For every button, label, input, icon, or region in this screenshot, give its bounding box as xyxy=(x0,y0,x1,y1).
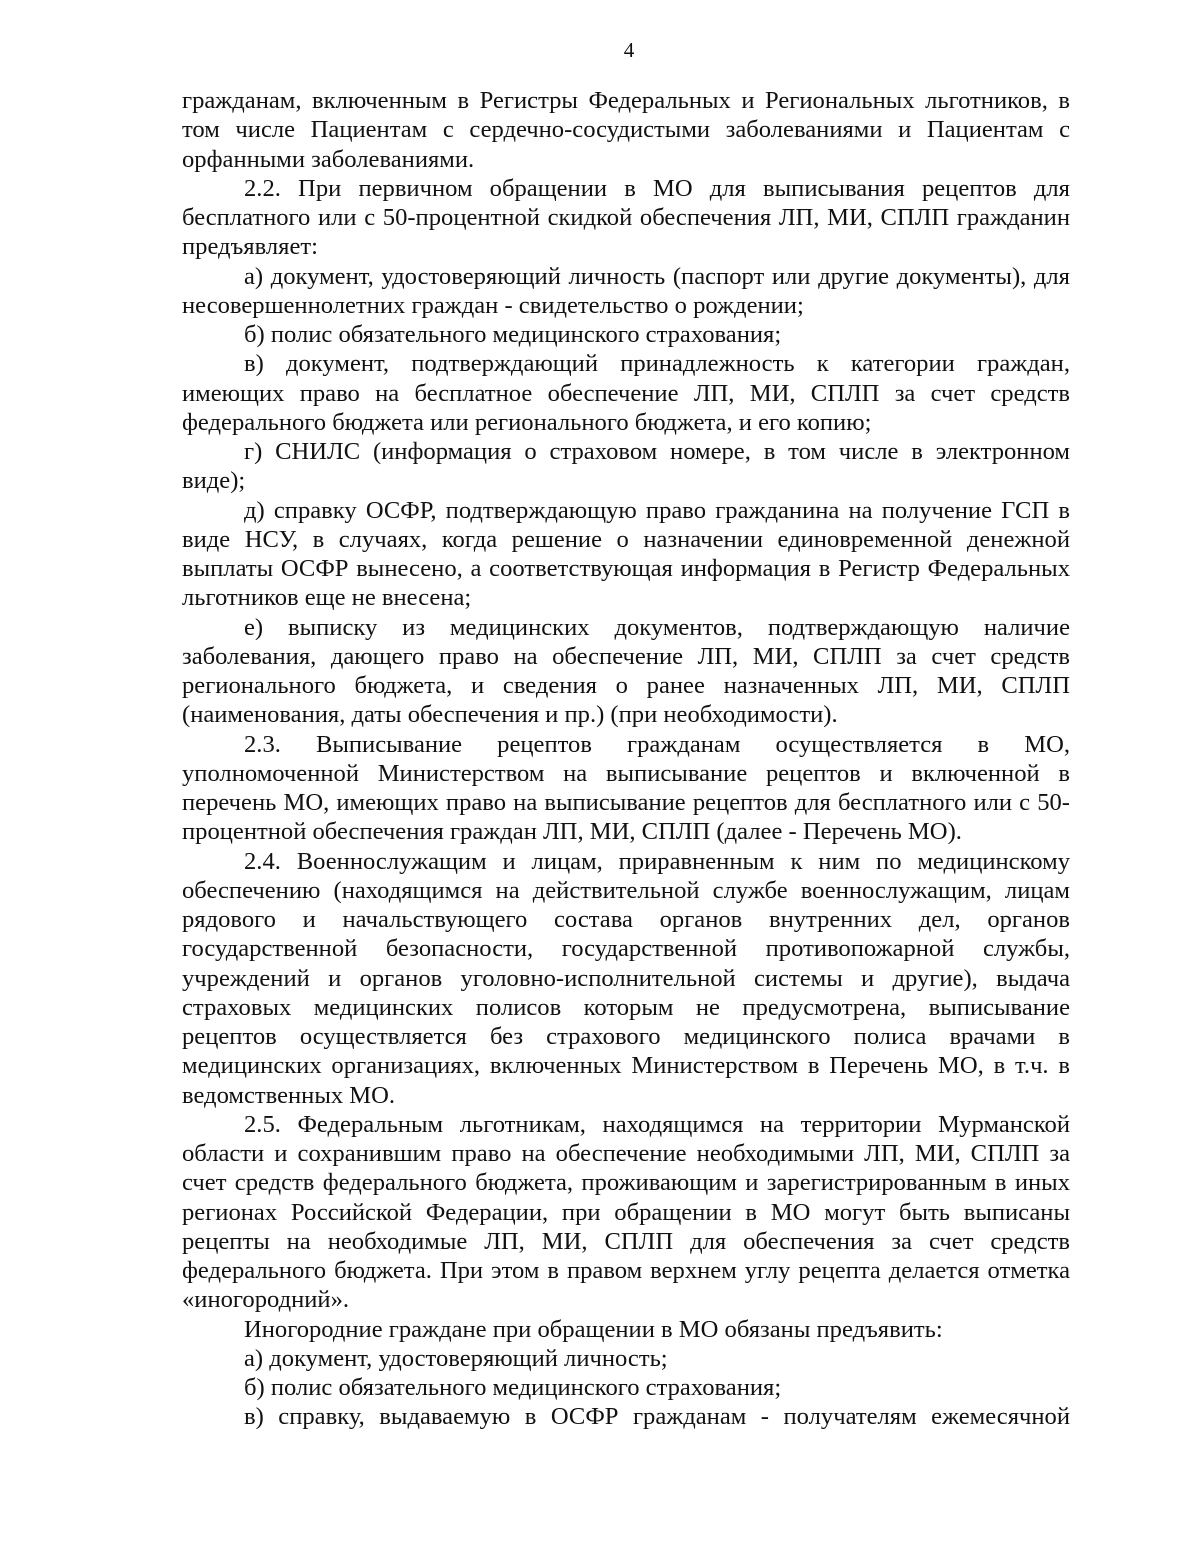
paragraph-2-4: 2.4. Военнослужащим и лицам, приравненным к ним по медицинскому обеспечению (находящимся на действительной службе военнослужащим, лицам рядового и начальствующего состава органов внутренних дел, органов государственной безопасности, государственной противопожарной службы, учреждений и органов уголовно-исполнительной системы и другие), выдача страховых медицинских полисов которым не предусмотрена, выписывание рецептов осуществляется без страхового медицинского полиса врачами в медицинских организациях, включенных Министерством в Перечень МО, в т.ч. в ведомственных МО. xyxy=(182,847,1070,1109)
paragraph-continuation: гражданам, включенным в Регистры Федеральных и Региональных льготников, в том числе Пациентам с сердечно-сосудистыми заболеваниями и Пациентам с орфанными заболеваниями. xyxy=(182,87,1070,173)
paragraph-2-5: 2.5. Федеральным льготникам, находящимся на территории Мурманской области и сохранившим право на обеспечение необходимыми ЛП, МИ, СПЛП за счет средств федерального бюджета, проживающим и зарегистрированным в иных регионах Российской Федерации, при обращении в МО могут быть выписаны рецепты на необходимые ЛП, МИ, СПЛП для обеспечения за счет средств федерального бюджета. При этом в правом верхнем углу рецепта делается отметка «иногородний». xyxy=(182,1110,1070,1314)
list-item-e: е) выписку из медицинских документов, подтверждающую наличие заболевания, дающего право на обеспечение ЛП, МИ, СПЛП за счет средств регионального бюджета, и сведения о ранее назначенных ЛП, МИ, СПЛП (наименования, даты обеспечения и пр.) (при необходимости). xyxy=(182,613,1070,729)
page-number: 4 xyxy=(623,38,635,62)
list-item-v: в) документ, подтверждающий принадлежность к категории граждан, имеющих право на бесплатное обеспечение ЛП, МИ, СПЛП за счет средств федерального бюджета или регионального бюджета, и его копию; xyxy=(182,350,1070,436)
nonresident-list-item-a: а) документ, удостоверяющий личность; xyxy=(244,1344,668,1372)
list-item-g: г) СНИЛС (информация о страховом номере, в том числе в электронном виде); xyxy=(182,438,1070,495)
paragraph-2-2: 2.2. При первичном обращении в МО для выписывания рецептов для бесплатного или с 50-процентной скидкой обеспечения ЛП, МИ, СПЛП гражданин предъявляет: xyxy=(182,174,1070,261)
list-item-a: а) документ, удостоверяющий личность (паспорт или другие документы), для несовершеннолетних граждан - свидетельство о рождении; xyxy=(182,262,1070,319)
paragraph-2-3: 2.3. Выписывание рецептов гражданам осуществляется в МО, уполномоченной Министерством на выписывание рецептов и включенной в перечень МО, имеющих право на выписывание рецептов для бесплатного или с 50-процентной обеспечения граждан ЛП, МИ, СПЛП (далее - Перечень МО). xyxy=(182,730,1070,846)
nonresident-list-item-b: б) полис обязательного медицинского страхования; xyxy=(244,1374,782,1401)
nonresident-list-item-v: в) справку, выдаваемую в ОСФР гражданам - получателям ежемесячной xyxy=(244,1403,1070,1431)
list-item-d: д) справку ОСФР, подтверждающую право гражданина на получение ГСП в виде НСУ, в случаях, когда решение о назначении единовременной денежной выплаты ОСФР вынесено, а соответствующая информация в Регистр Федеральных льготников еще не внесена; xyxy=(182,496,1070,612)
paragraph-nonresident-requirements: Иногородние граждане при обращении в МО обязаны предъявить: xyxy=(244,1315,943,1343)
document-body xyxy=(182,86,1070,1432)
list-item-b: б) полис обязательного медицинского страхования; xyxy=(244,321,782,348)
